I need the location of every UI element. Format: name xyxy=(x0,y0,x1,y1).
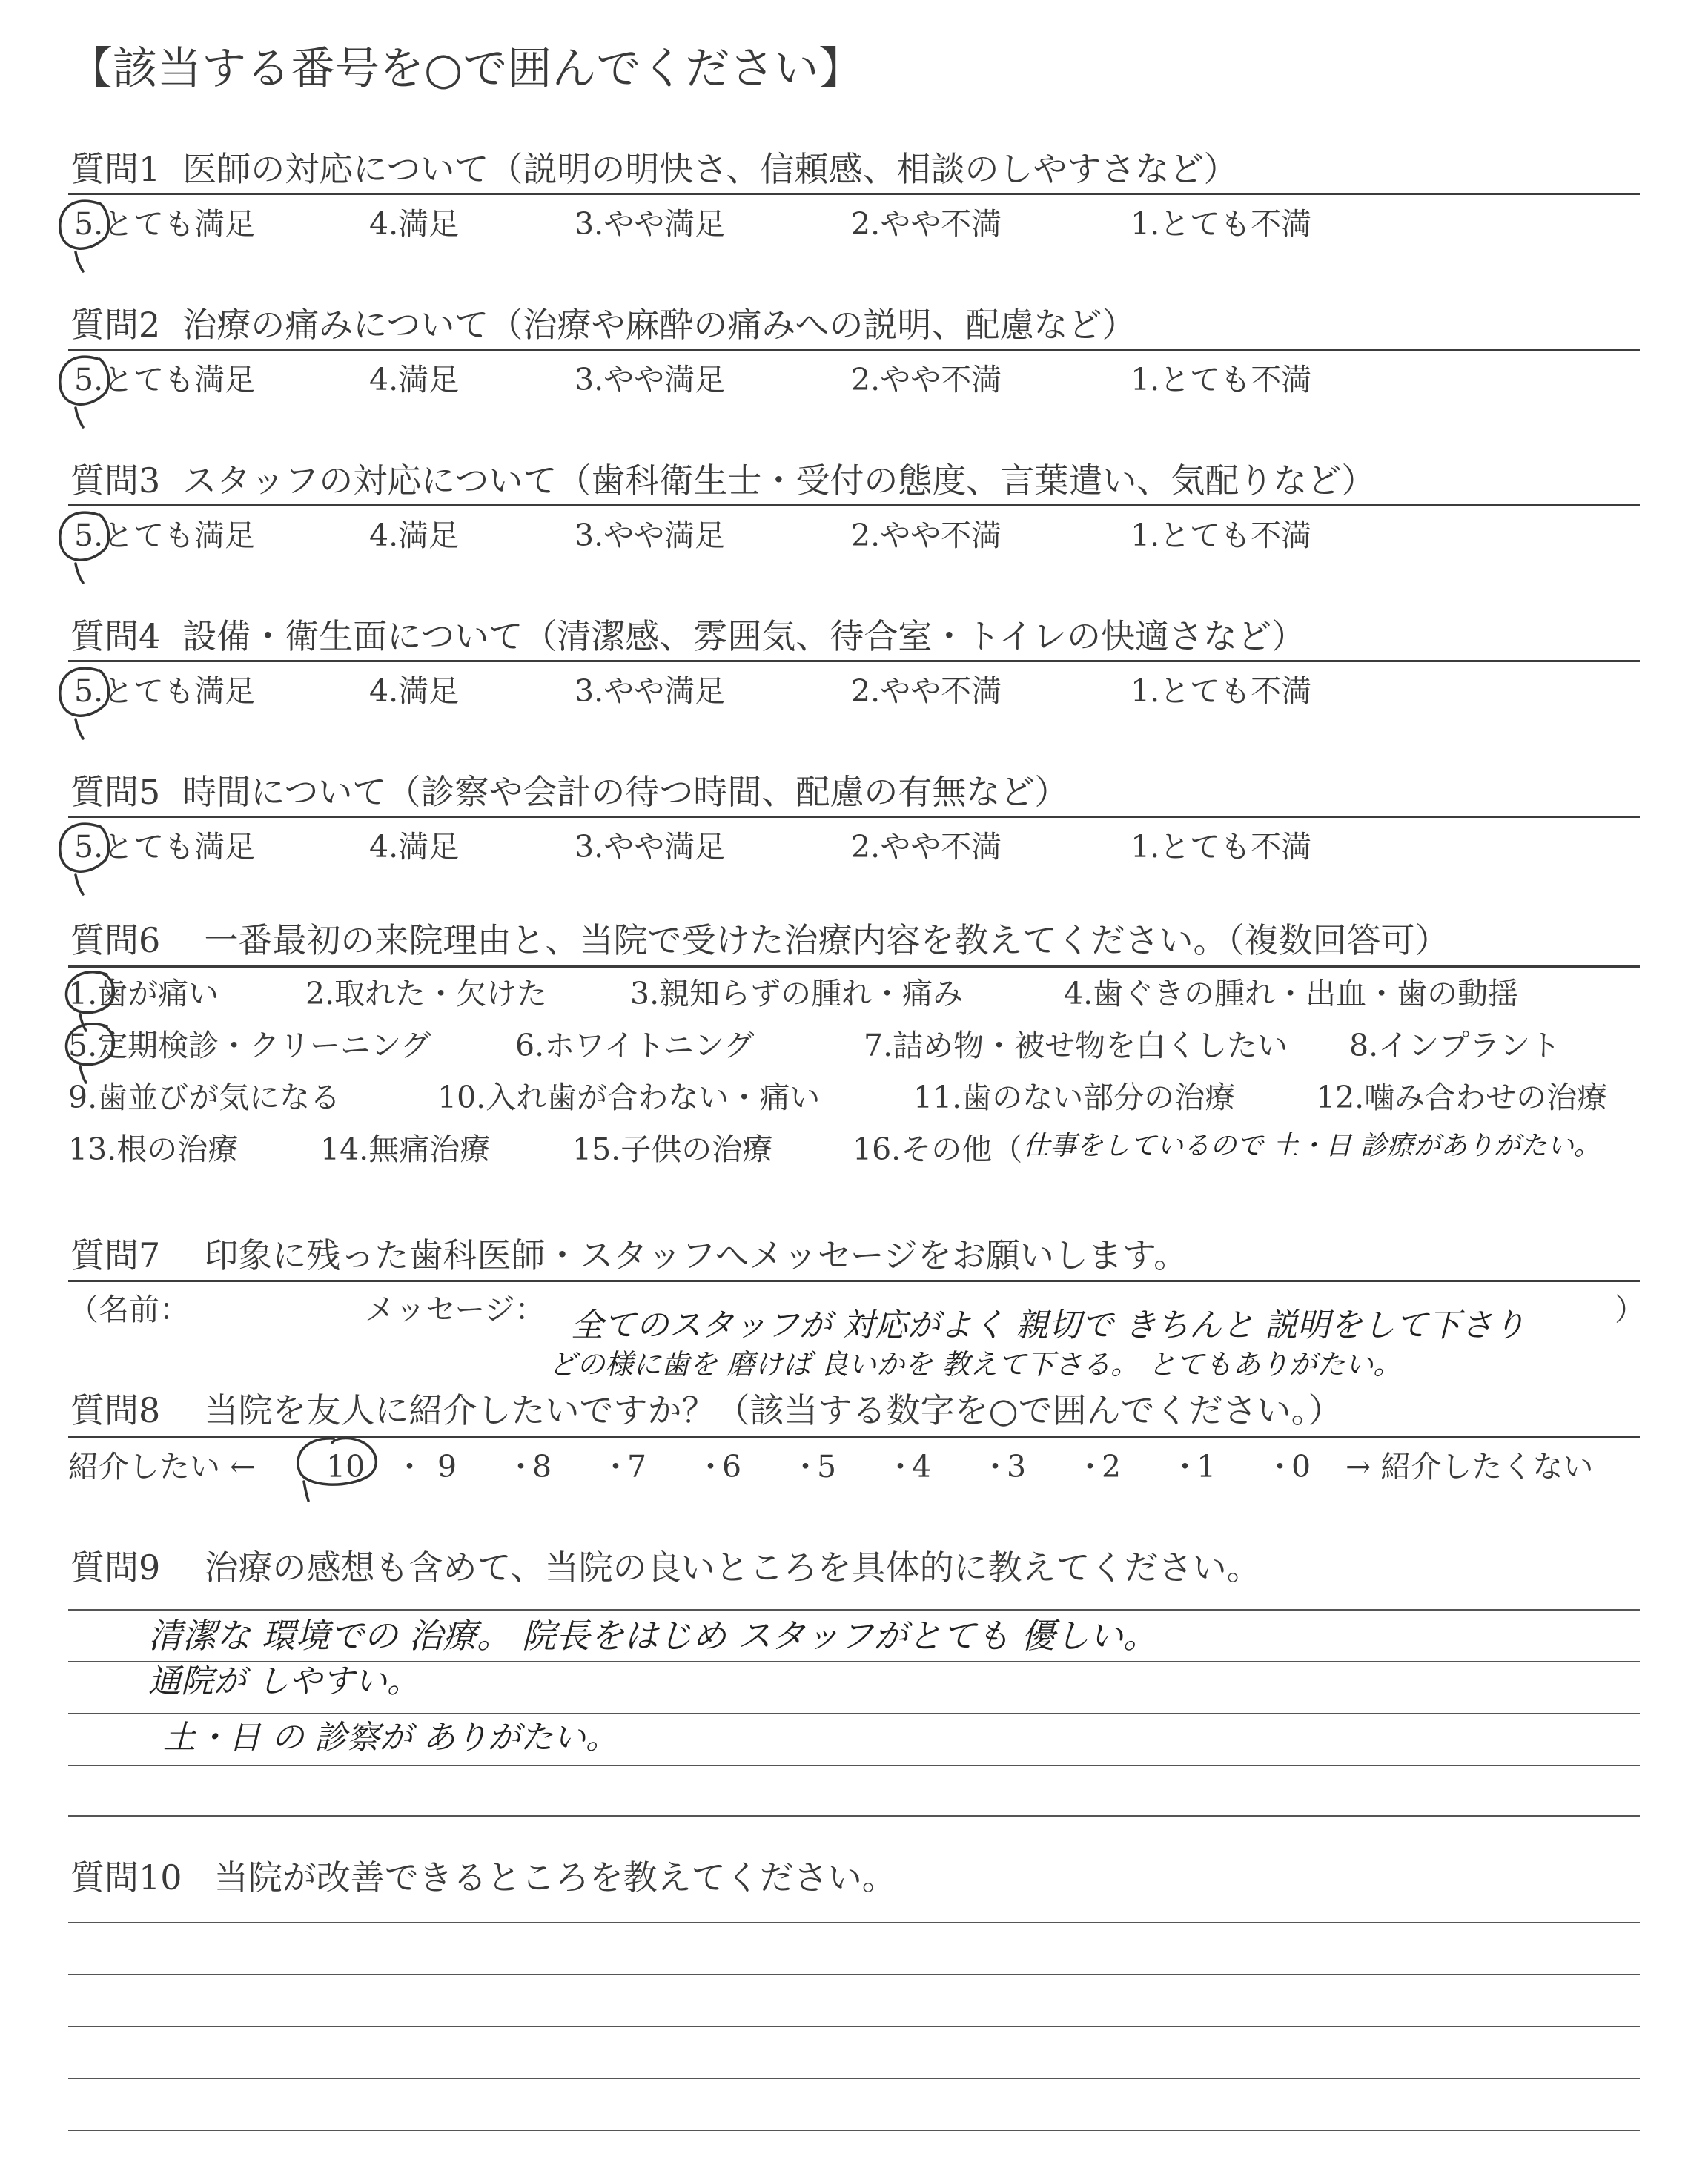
q4-option-1[interactable]: 1.とても不満 xyxy=(1131,673,1312,709)
q8-scale-1[interactable]: 1 xyxy=(1196,1449,1217,1484)
q2-option-5[interactable]: 5.とても満足 xyxy=(74,362,256,397)
q5-title xyxy=(70,770,1068,814)
q8-scale-2[interactable]: 2 xyxy=(1102,1449,1122,1484)
q9-title xyxy=(70,1545,1261,1590)
q8-scale-5[interactable]: 5 xyxy=(817,1449,837,1484)
q6-option-2[interactable]: 2.取れた・欠けた xyxy=(305,976,548,1011)
q8-scale-10[interactable]: 10 xyxy=(326,1449,365,1484)
q6-label: 質問6 xyxy=(70,920,161,960)
q4-title xyxy=(70,614,1305,658)
q7-title xyxy=(70,1233,1188,1278)
q7-message-label: メッセージ： xyxy=(365,1292,546,1327)
q4-option-4[interactable]: 4.満足 xyxy=(369,673,460,709)
q3-text: スタッフの対応について（歯科衛生士・受付の態度、言葉遣い、気配りなど） xyxy=(182,460,1376,501)
q6-title xyxy=(70,918,1449,962)
q8-scale-separator: ・ xyxy=(1075,1449,1105,1484)
q10-answer-line[interactable] xyxy=(68,2026,1640,2027)
q8-right-label: → 紹介したくない xyxy=(1345,1449,1594,1484)
q9-handwritten-line3: 土・日 の 診察が ありがたい。 xyxy=(163,1719,618,1757)
q8-scale-separator: ・ xyxy=(600,1449,631,1484)
q5-option-1[interactable]: 1.とても不満 xyxy=(1131,829,1312,865)
q6-option-9[interactable]: 9.歯並びが気になる xyxy=(68,1080,341,1115)
q6-option-14[interactable]: 14.無痛治療 xyxy=(320,1132,491,1167)
q2-label: 質問2 xyxy=(70,305,161,345)
q6-option-3[interactable]: 3.親知らずの腫れ・痛み xyxy=(630,976,964,1011)
q5-option-5[interactable]: 5.とても満足 xyxy=(74,829,256,865)
q5-option-4[interactable]: 4.満足 xyxy=(369,829,460,865)
q3-option-2[interactable]: 2.やや不満 xyxy=(851,518,1002,553)
q5-option-3[interactable]: 3.やや満足 xyxy=(575,829,726,865)
q7-name-label: （名前： xyxy=(68,1292,190,1327)
q6-option-15[interactable]: 15.子供の治療 xyxy=(572,1132,773,1167)
q7-text: 印象に残った歯科医師・スタッフへメッセージをお願いします。 xyxy=(204,1235,1188,1275)
q8-scale-separator: ・ xyxy=(1170,1449,1200,1484)
q3-label: 質問3 xyxy=(70,460,161,501)
q5-selected-circle xyxy=(53,816,120,897)
q6-selected-circle-5 xyxy=(61,1017,128,1084)
q4-rule xyxy=(68,660,1640,662)
q2-option-2[interactable]: 2.やや不満 xyxy=(851,362,1002,397)
q5-rule xyxy=(68,816,1640,818)
q8-left-label: 紹介したい ← xyxy=(68,1449,256,1484)
q8-title xyxy=(70,1388,1343,1433)
q8-label: 質問8 xyxy=(70,1390,161,1430)
q4-option-3[interactable]: 3.やや満足 xyxy=(575,673,726,709)
q5-option-2[interactable]: 2.やや不満 xyxy=(851,829,1002,865)
page-header: 【該当する番号を○で囲んでください】 xyxy=(68,43,864,95)
q6-option-4[interactable]: 4.歯ぐきの腫れ・出血・歯の動揺 xyxy=(1064,976,1519,1011)
q9-handwritten-line1: 清潔な 環境での 治療。 院長をはじめ スタッフがとても 優しい。 xyxy=(148,1616,1158,1656)
q4-label: 質問4 xyxy=(70,616,161,656)
q10-text: 当院が改善できるところを教えてください。 xyxy=(214,1857,896,1898)
q6-option-1[interactable]: 1.歯が痛い xyxy=(68,976,219,1011)
q2-title xyxy=(70,303,1136,347)
q9-answer-line xyxy=(68,1815,1640,1817)
q9-handwritten-line2: 通院が しやすい。 xyxy=(148,1662,420,1700)
q6-option-11[interactable]: 11.歯のない部分の治療 xyxy=(913,1080,1236,1115)
q6-option-12[interactable]: 12.噛み合わせの治療 xyxy=(1316,1080,1608,1115)
q7-label: 質問7 xyxy=(70,1235,161,1275)
q5-label: 質問5 xyxy=(70,772,161,812)
q6-option-10[interactable]: 10.入れ歯が合わない・痛い xyxy=(437,1080,821,1115)
q8-scale-separator: ・ xyxy=(1265,1449,1295,1484)
q3-option-3[interactable]: 3.やや満足 xyxy=(575,518,726,553)
q3-selected-circle xyxy=(53,504,120,586)
q6-other-handwritten: 仕事をしているので 土・日 診療がありがたい。 xyxy=(1023,1131,1601,1161)
q1-option-3[interactable]: 3.やや満足 xyxy=(575,206,726,242)
q8-scale-separator: ・ xyxy=(695,1449,726,1484)
q9-label: 質問9 xyxy=(70,1548,161,1588)
q7-close-paren: ） xyxy=(1615,1292,1645,1327)
q10-answer-line[interactable] xyxy=(68,1922,1640,1923)
q8-scale-7[interactable]: 7 xyxy=(627,1449,647,1484)
q8-scale-9[interactable]: 9 xyxy=(437,1449,457,1484)
q9-answer-line xyxy=(68,1609,1640,1611)
q10-answer-line[interactable] xyxy=(68,1974,1640,1975)
q8-scale-3[interactable]: 3 xyxy=(1007,1449,1027,1484)
q4-option-5[interactable]: 5.とても満足 xyxy=(74,673,256,709)
q6-option-16[interactable]: 16.その他（ xyxy=(853,1132,1023,1167)
q8-scale-8[interactable]: 8 xyxy=(532,1449,552,1484)
q7-handwritten-line2: どの様に歯を 磨けば 良いかを 教えて下さる。 とてもありがたい。 xyxy=(549,1348,1402,1381)
q10-title xyxy=(70,1855,896,1900)
q6-text: 一番最初の来院理由と、当院で受けた治療内容を教えてください。（複数回答可） xyxy=(204,920,1449,960)
q1-option-4[interactable]: 4.満足 xyxy=(369,206,460,242)
q1-title xyxy=(70,147,1238,191)
q10-label: 質問10 xyxy=(70,1857,182,1898)
q9-answer-line xyxy=(68,1765,1640,1766)
q8-scale-separator: ・ xyxy=(980,1449,1010,1484)
q2-selected-circle xyxy=(53,349,120,430)
q3-option-5[interactable]: 5.とても満足 xyxy=(74,518,256,553)
q8-selected-circle xyxy=(289,1430,393,1504)
q1-option-1[interactable]: 1.とても不満 xyxy=(1131,206,1312,242)
q8-scale-separator: ・ xyxy=(790,1449,821,1484)
q5-text: 時間について（診察や会計の待つ時間、配慮の有無など） xyxy=(182,772,1069,812)
q8-text: 当院を友人に紹介したいですか？（該当する数字を○で囲んでください。） xyxy=(204,1390,1343,1430)
q6-option-5[interactable]: 5.定期検診・クリーニング xyxy=(68,1028,431,1063)
q6-rule xyxy=(68,965,1640,968)
q2-rule xyxy=(68,349,1640,351)
q10-answer-line[interactable] xyxy=(68,2130,1640,2131)
q2-option-1[interactable]: 1.とても不満 xyxy=(1131,362,1312,397)
q10-answer-line[interactable] xyxy=(68,2078,1640,2079)
q2-option-4[interactable]: 4.満足 xyxy=(369,362,460,397)
q9-answer-line xyxy=(68,1713,1640,1714)
q8-scale-separator: ・ xyxy=(885,1449,916,1484)
q1-rule xyxy=(68,193,1640,195)
q3-rule xyxy=(68,504,1640,506)
q1-selected-circle xyxy=(53,193,120,274)
q8-scale-separator: ・ xyxy=(506,1449,536,1484)
q1-option-5[interactable]: 5.とても満足 xyxy=(74,206,256,242)
q2-option-3[interactable]: 3.やや満足 xyxy=(575,362,726,397)
q6-option-6[interactable]: 6.ホワイトニング xyxy=(515,1028,755,1063)
q3-option-4[interactable]: 4.満足 xyxy=(369,518,460,553)
q1-text: 医師の対応について（説明の明快さ、信頼感、相談のしやすさなど） xyxy=(182,149,1238,189)
q1-option-2[interactable]: 2.やや不満 xyxy=(851,206,1002,242)
q8-scale-6[interactable]: 6 xyxy=(722,1449,742,1484)
q1-label: 質問1 xyxy=(70,149,161,189)
q6-option-7[interactable]: 7.詰め物・被せ物を白くしたい xyxy=(864,1028,1288,1063)
q2-text: 治療の痛みについて（治療や麻酔の痛みへの説明、配慮など） xyxy=(182,305,1136,345)
q8-scale-4[interactable]: 4 xyxy=(912,1449,932,1484)
q8-scale-separator: ・ xyxy=(394,1449,425,1484)
q3-option-1[interactable]: 1.とても不満 xyxy=(1131,518,1312,553)
q6-option-8[interactable]: 8.インプラント xyxy=(1349,1028,1561,1063)
q7-handwritten-line1: 全てのスタッフが 対応がよく 親切で きちんと 説明をして下さり xyxy=(571,1307,1526,1344)
q7-rule xyxy=(68,1280,1640,1282)
q9-text: 治療の感想も含めて、当院の良いところを具体的に教えてください。 xyxy=(204,1548,1261,1588)
q4-text: 設備・衛生面について（清潔感、雰囲気、待合室・トイレの快適さなど） xyxy=(182,616,1306,656)
q8-scale-0[interactable]: 0 xyxy=(1291,1449,1311,1484)
q3-title xyxy=(70,458,1375,503)
q6-option-13[interactable]: 13.根の治療 xyxy=(68,1132,239,1167)
q4-option-2[interactable]: 2.やや不満 xyxy=(851,673,1002,709)
q4-selected-circle xyxy=(53,660,120,742)
